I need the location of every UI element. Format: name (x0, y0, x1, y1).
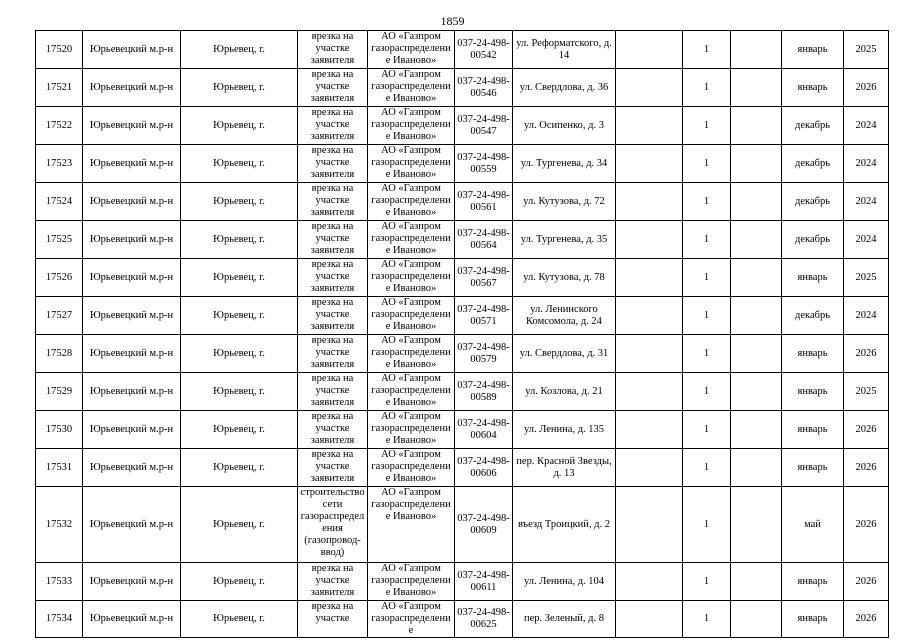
empty-cell (616, 449, 683, 487)
empty-cell (616, 259, 683, 297)
empty-cell (731, 107, 782, 145)
empty-cell (616, 335, 683, 373)
empty-cell (731, 297, 782, 335)
month-cell: декабрь (782, 183, 844, 221)
registry-table-body (36, 31, 889, 638)
empty-cell (731, 487, 782, 563)
district-cell: Юрьевецкий м.р-н (83, 31, 181, 69)
table-row (36, 221, 889, 259)
town-cell: Юрьевец, г. (181, 335, 298, 373)
record-number-cell: 17521 (36, 69, 83, 107)
table-row (36, 31, 889, 69)
organization-cell: АО «Газпром газораспределение Иваново» (368, 221, 455, 259)
work-type-cell: врезка на участке заявителя (298, 297, 368, 335)
organization-cell: АО «Газпром газораспределение Иваново» (368, 107, 455, 145)
town-cell: Юрьевец, г. (181, 259, 298, 297)
address-cell: ул. Реформатского, д. 14 (513, 31, 616, 69)
registry-code-cell: 037-24-498-00567 (455, 259, 513, 297)
work-type-cell: врезка на участке (298, 601, 368, 638)
empty-cell (616, 69, 683, 107)
year-cell: 2024 (844, 221, 889, 259)
work-type-cell: врезка на участке заявителя (298, 563, 368, 601)
empty-cell (616, 601, 683, 638)
quantity-cell: 1 (683, 411, 731, 449)
empty-cell (731, 221, 782, 259)
record-number-cell: 17532 (36, 487, 83, 563)
address-cell: въезд Троицкий, д. 2 (513, 487, 616, 563)
quantity-cell: 1 (683, 221, 731, 259)
empty-cell (616, 487, 683, 563)
year-cell: 2026 (844, 601, 889, 638)
empty-cell (731, 183, 782, 221)
organization-cell: АО «Газпром газораспределение Иваново» (368, 563, 455, 601)
empty-cell (731, 601, 782, 638)
organization-cell: АО «Газпром газораспределение Иваново» (368, 297, 455, 335)
year-cell: 2026 (844, 335, 889, 373)
year-cell: 2024 (844, 107, 889, 145)
district-cell: Юрьевецкий м.р-н (83, 221, 181, 259)
record-number-cell: 17525 (36, 221, 83, 259)
table-row (36, 335, 889, 373)
record-number-cell: 17524 (36, 183, 83, 221)
table-row (36, 449, 889, 487)
registry-code-cell: 037-24-498-00609 (455, 487, 513, 563)
month-cell: январь (782, 335, 844, 373)
address-cell: ул. Тургенева, д. 34 (513, 145, 616, 183)
registry-code-cell: 037-24-498-00589 (455, 373, 513, 411)
work-type-cell: врезка на участке заявителя (298, 411, 368, 449)
registry-code-cell: 037-24-498-00547 (455, 107, 513, 145)
town-cell: Юрьевец, г. (181, 297, 298, 335)
month-cell: январь (782, 449, 844, 487)
quantity-cell: 1 (683, 183, 731, 221)
registry-code-cell: 037-24-498-00606 (455, 449, 513, 487)
record-number-cell: 17534 (36, 601, 83, 638)
quantity-cell: 1 (683, 107, 731, 145)
address-cell: ул. Кутузова, д. 72 (513, 183, 616, 221)
address-cell: ул. Кутузова, д. 78 (513, 259, 616, 297)
work-type-cell: врезка на участке заявителя (298, 107, 368, 145)
district-cell: Юрьевецкий м.р-н (83, 107, 181, 145)
town-cell: Юрьевец, г. (181, 183, 298, 221)
work-type-cell: врезка на участке заявителя (298, 145, 368, 183)
organization-cell: АО «Газпром газораспределение Иваново» (368, 69, 455, 107)
quantity-cell: 1 (683, 449, 731, 487)
quantity-cell: 1 (683, 373, 731, 411)
address-cell: ул. Ленинского Комсомола, д. 24 (513, 297, 616, 335)
town-cell: Юрьевец, г. (181, 69, 298, 107)
registry-code-cell: 037-24-498-00559 (455, 145, 513, 183)
town-cell: Юрьевец, г. (181, 373, 298, 411)
district-cell: Юрьевецкий м.р-н (83, 297, 181, 335)
address-cell: ул. Тургенева, д. 35 (513, 221, 616, 259)
work-type-cell: врезка на участке заявителя (298, 221, 368, 259)
town-cell: Юрьевец, г. (181, 107, 298, 145)
district-cell: Юрьевецкий м.р-н (83, 601, 181, 638)
quantity-cell: 1 (683, 563, 731, 601)
empty-cell (731, 449, 782, 487)
address-cell: ул. Ленина, д. 104 (513, 563, 616, 601)
registry-code-cell: 037-24-498-00546 (455, 69, 513, 107)
table-row (36, 411, 889, 449)
organization-cell: АО «Газпром газораспределение (368, 601, 455, 638)
organization-cell: АО «Газпром газораспределение Иваново» (368, 487, 455, 563)
district-cell: Юрьевецкий м.р-н (83, 69, 181, 107)
month-cell: декабрь (782, 107, 844, 145)
quantity-cell: 1 (683, 69, 731, 107)
month-cell: январь (782, 601, 844, 638)
district-cell: Юрьевецкий м.р-н (83, 487, 181, 563)
month-cell: январь (782, 31, 844, 69)
address-cell: пер. Красной Звезды, д. 13 (513, 449, 616, 487)
month-cell: декабрь (782, 297, 844, 335)
empty-cell (616, 183, 683, 221)
table-row (36, 107, 889, 145)
organization-cell: АО «Газпром газораспределение Иваново» (368, 373, 455, 411)
year-cell: 2025 (844, 373, 889, 411)
registry-code-cell: 037-24-498-00571 (455, 297, 513, 335)
organization-cell: АО «Газпром газораспределение Иваново» (368, 145, 455, 183)
town-cell: Юрьевец, г. (181, 601, 298, 638)
month-cell: январь (782, 259, 844, 297)
table-row (36, 563, 889, 601)
month-cell: май (782, 487, 844, 563)
district-cell: Юрьевецкий м.р-н (83, 183, 181, 221)
year-cell: 2024 (844, 183, 889, 221)
year-cell: 2026 (844, 487, 889, 563)
record-number-cell: 17522 (36, 107, 83, 145)
month-cell: январь (782, 563, 844, 601)
page-number: 1859 (440, 14, 465, 28)
table-row (36, 259, 889, 297)
registry-code-cell: 037-24-498-00561 (455, 183, 513, 221)
work-type-cell: строительство сети газораспределения (газопровод-ввод) (298, 487, 368, 563)
table-row (36, 69, 889, 107)
month-cell: декабрь (782, 221, 844, 259)
registry-table (35, 30, 889, 638)
empty-cell (731, 411, 782, 449)
empty-cell (616, 31, 683, 69)
empty-cell (616, 411, 683, 449)
organization-cell: АО «Газпром газораспределение Иваново» (368, 259, 455, 297)
empty-cell (731, 373, 782, 411)
empty-cell (731, 69, 782, 107)
year-cell: 2025 (844, 31, 889, 69)
year-cell: 2026 (844, 449, 889, 487)
district-cell: Юрьевецкий м.р-н (83, 145, 181, 183)
organization-cell: АО «Газпром газораспределение Иваново» (368, 31, 455, 69)
record-number-cell: 17520 (36, 31, 83, 69)
work-type-cell: врезка на участке заявителя (298, 259, 368, 297)
record-number-cell: 17526 (36, 259, 83, 297)
table-row (36, 601, 889, 638)
empty-cell (616, 107, 683, 145)
district-cell: Юрьевецкий м.р-н (83, 259, 181, 297)
address-cell: ул. Осипенко, д. 3 (513, 107, 616, 145)
quantity-cell: 1 (683, 335, 731, 373)
empty-cell (616, 221, 683, 259)
year-cell: 2026 (844, 411, 889, 449)
quantity-cell: 1 (683, 297, 731, 335)
district-cell: Юрьевецкий м.р-н (83, 335, 181, 373)
table-row (36, 487, 889, 563)
address-cell: ул. Свердлова, д. 31 (513, 335, 616, 373)
record-number-cell: 17523 (36, 145, 83, 183)
table-row (36, 297, 889, 335)
empty-cell (616, 373, 683, 411)
table-row (36, 373, 889, 411)
registry-code-cell: 037-24-498-00542 (455, 31, 513, 69)
district-cell: Юрьевецкий м.р-н (83, 563, 181, 601)
town-cell: Юрьевец, г. (181, 563, 298, 601)
address-cell: ул. Свердлова, д. 36 (513, 69, 616, 107)
work-type-cell: врезка на участке заявителя (298, 69, 368, 107)
work-type-cell: врезка на участке заявителя (298, 449, 368, 487)
organization-cell: АО «Газпром газораспределение Иваново» (368, 411, 455, 449)
organization-cell: АО «Газпром газораспределение Иваново» (368, 449, 455, 487)
table-row (36, 183, 889, 221)
quantity-cell: 1 (683, 145, 731, 183)
month-cell: январь (782, 411, 844, 449)
empty-cell (616, 145, 683, 183)
organization-cell: АО «Газпром газораспределение Иваново» (368, 183, 455, 221)
town-cell: Юрьевец, г. (181, 31, 298, 69)
town-cell: Юрьевец, г. (181, 411, 298, 449)
month-cell: декабрь (782, 145, 844, 183)
quantity-cell: 1 (683, 259, 731, 297)
empty-cell (616, 563, 683, 601)
work-type-cell: врезка на участке заявителя (298, 335, 368, 373)
work-type-cell: врезка на участке заявителя (298, 183, 368, 221)
registry-code-cell: 037-24-498-00625 (455, 601, 513, 638)
quantity-cell: 1 (683, 487, 731, 563)
town-cell: Юрьевец, г. (181, 449, 298, 487)
empty-cell (616, 297, 683, 335)
year-cell: 2026 (844, 563, 889, 601)
record-number-cell: 17531 (36, 449, 83, 487)
organization-cell: АО «Газпром газораспределение Иваново» (368, 335, 455, 373)
empty-cell (731, 31, 782, 69)
work-type-cell: врезка на участке заявителя (298, 373, 368, 411)
registry-code-cell: 037-24-498-00611 (455, 563, 513, 601)
district-cell: Юрьевецкий м.р-н (83, 411, 181, 449)
empty-cell (731, 259, 782, 297)
quantity-cell: 1 (683, 601, 731, 638)
address-cell: ул. Ленина, д. 135 (513, 411, 616, 449)
district-cell: Юрьевецкий м.р-н (83, 373, 181, 411)
address-cell: ул. Козлова, д. 21 (513, 373, 616, 411)
address-cell: пер. Зеленый, д. 8 (513, 601, 616, 638)
record-number-cell: 17529 (36, 373, 83, 411)
record-number-cell: 17533 (36, 563, 83, 601)
town-cell: Юрьевец, г. (181, 487, 298, 563)
empty-cell (731, 145, 782, 183)
registry-code-cell: 037-24-498-00564 (455, 221, 513, 259)
year-cell: 2026 (844, 69, 889, 107)
month-cell: январь (782, 373, 844, 411)
year-cell: 2025 (844, 259, 889, 297)
empty-cell (731, 563, 782, 601)
quantity-cell: 1 (683, 31, 731, 69)
year-cell: 2024 (844, 297, 889, 335)
month-cell: январь (782, 69, 844, 107)
town-cell: Юрьевец, г. (181, 145, 298, 183)
district-cell: Юрьевецкий м.р-н (83, 449, 181, 487)
record-number-cell: 17527 (36, 297, 83, 335)
work-type-cell: врезка на участке заявителя (298, 31, 368, 69)
record-number-cell: 17528 (36, 335, 83, 373)
registry-code-cell: 037-24-498-00604 (455, 411, 513, 449)
town-cell: Юрьевец, г. (181, 221, 298, 259)
table-row (36, 145, 889, 183)
registry-code-cell: 037-24-498-00579 (455, 335, 513, 373)
record-number-cell: 17530 (36, 411, 83, 449)
year-cell: 2024 (844, 145, 889, 183)
empty-cell (731, 335, 782, 373)
